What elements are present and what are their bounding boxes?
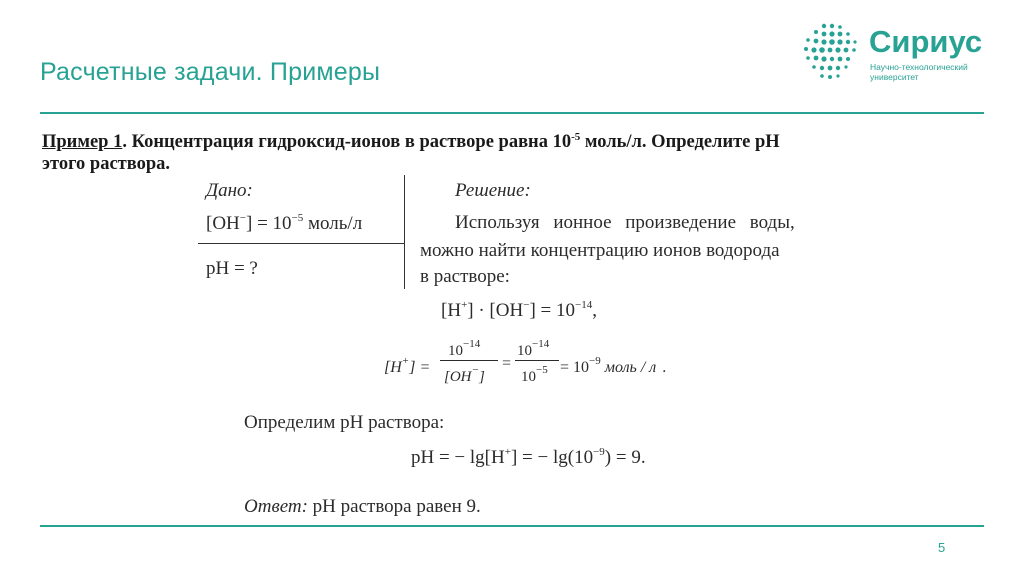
ph-equation: pH = − lg[H+] = − $\lg(10^{-9}) = 9$.	[411, 446, 646, 468]
page-number: 5	[938, 540, 946, 555]
given-divider	[198, 243, 404, 244]
ionic-product-equation: $[H^+] \cdot [OH^-] = 10^{-14}$,	[441, 299, 597, 321]
eq2-lhs: [H+] =	[384, 355, 431, 376]
eq2-numerator-2: $10^{-14}$	[517, 338, 550, 359]
logo-name: Сириус	[869, 24, 983, 59]
slide-title: Расчетные задачи. Примеры	[40, 58, 381, 86]
eq2-fraction-bar-1	[440, 360, 498, 361]
bottom-divider	[40, 525, 984, 527]
task-text-1: . Концентрация гидроксид-ионов в растворе равна 10	[122, 132, 572, 152]
eq2-equals-1: =	[502, 355, 512, 372]
eq2-fraction-bar-2	[515, 360, 559, 361]
task-label: Пример 1	[42, 132, 123, 152]
eq2-fraction-2	[515, 338, 561, 388]
eq2-denominator-2: $10^{-5}$	[521, 364, 548, 385]
answer: Ответ: pH раствора равен 9.	[244, 496, 481, 517]
eq2-result: = $10^{-9}$ моль / л .	[560, 355, 667, 376]
solution-header: Решение:	[455, 180, 531, 201]
task-text-2: моль/л. Определите pH	[580, 132, 780, 152]
given-concentration: $[OH^-] = 10^{-5}$ моль/л	[206, 212, 363, 234]
solution-text-3: в растворе:	[420, 266, 510, 287]
logo-subtitle-line2: университет	[870, 72, 919, 82]
eq2-denominator-1: [OH−]	[444, 364, 485, 385]
solution-text-4: Определим pH раствора:	[244, 412, 445, 433]
task-text-line2: этого раствора.	[42, 154, 171, 174]
eq2-fraction-1	[440, 338, 500, 388]
solution-text-2: можно найти концентрацию ионов водорода	[420, 240, 780, 261]
task-exponent: -5	[571, 131, 581, 143]
given-header: Дано:	[206, 180, 253, 201]
solution-text-1: Используя ионное произведение воды,	[455, 212, 795, 233]
eq2-numerator-1: $10^{-14}$	[448, 338, 481, 359]
logo-subtitle-line1: Научно-технологический	[870, 62, 968, 72]
given-solution-separator	[404, 175, 405, 289]
given-find: pH = ?	[206, 258, 258, 279]
